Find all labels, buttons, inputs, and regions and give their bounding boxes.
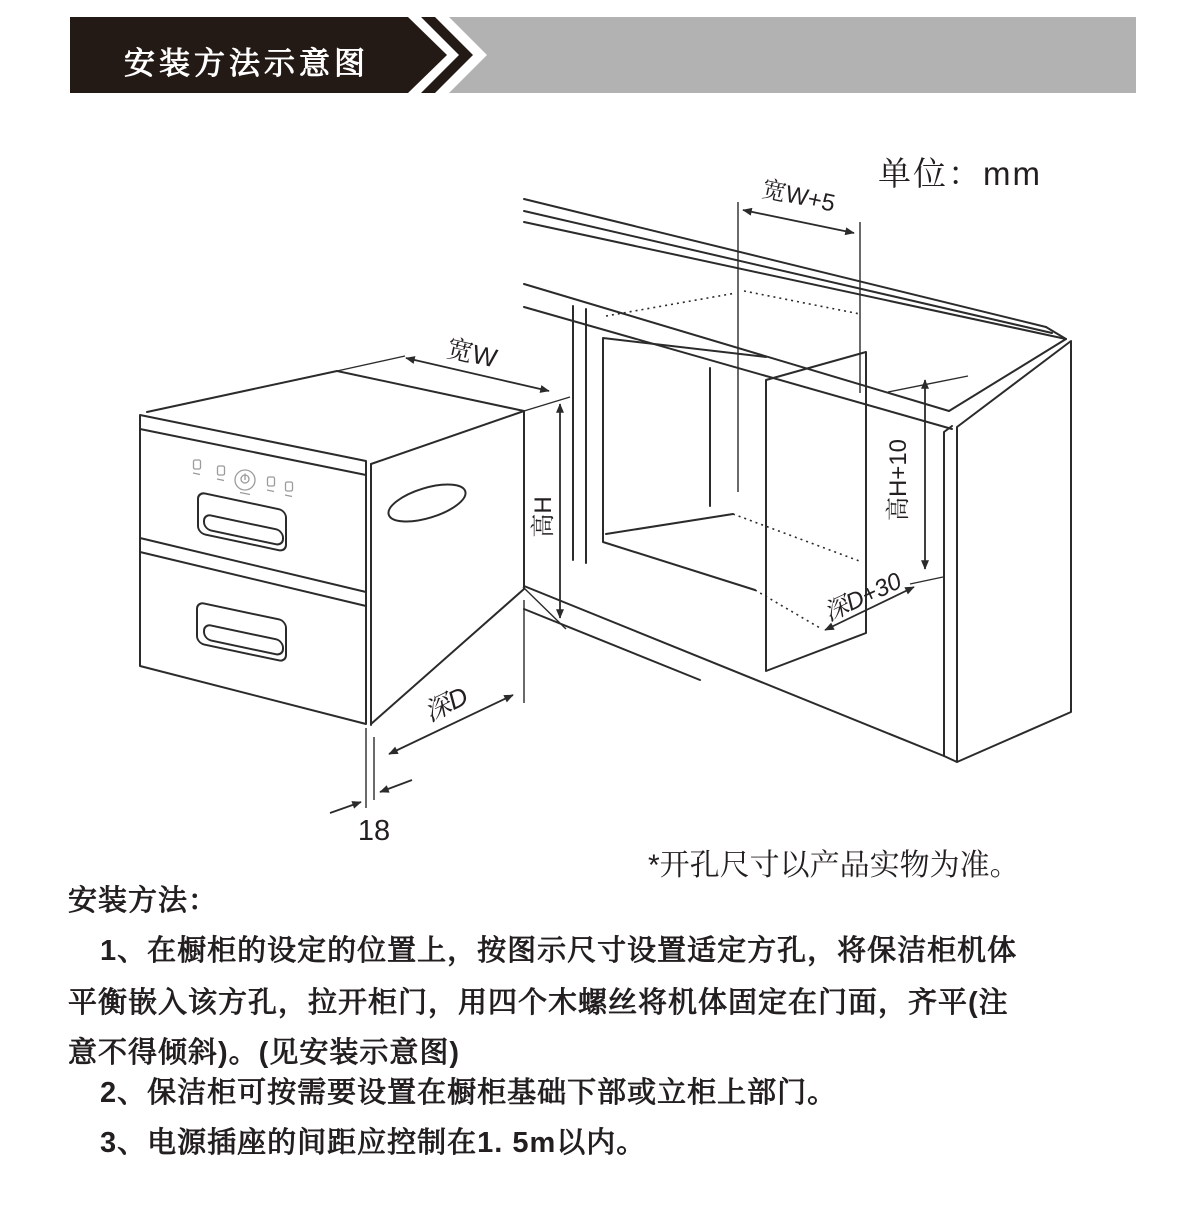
instruction-step3: 3、电源插座的间距应控制在1. 5m以内。: [100, 1127, 647, 1159]
cabinet-front-face: [140, 415, 366, 724]
control-panel-icons: [193, 460, 293, 497]
cabinet-side-top-edge: [371, 411, 524, 464]
unit-label: 单位：mm: [878, 155, 1042, 192]
page-title: 安装方法示意图: [124, 46, 369, 81]
lower-drawer-handle-slot: [204, 624, 283, 656]
countertop-front-top-edge: [524, 284, 949, 411]
instruction-step1-line3: 意不得倾斜)。(见安装示意图): [68, 1037, 460, 1069]
appliance-cabinet-drawing: [140, 371, 524, 725]
label-panel-overhang: 18: [357, 815, 391, 847]
drawer-divider-lines: [140, 538, 366, 606]
instruction-step1-line2: 平衡嵌入该方孔，拉开柜门，用四个木螺丝将机体固定在门面，齐平(注: [68, 987, 1009, 1019]
cutout-floor-back-dash: [733, 514, 862, 562]
label-cutout-width: 宽W+5: [759, 175, 838, 218]
power-button-icon: [235, 470, 255, 495]
counter-bottom-inner-line: [524, 609, 700, 680]
counter-left-stile: [573, 306, 586, 563]
counter-front-right-stile: [944, 426, 957, 762]
steam-icon: [193, 460, 201, 475]
ext-cutout-height-top: [888, 376, 968, 392]
ext-18-pair: [366, 728, 374, 808]
dim-arrow-18-left: [330, 802, 361, 813]
label-cabinet-width: 宽W: [444, 332, 500, 374]
cutout-floor-front-dash: [755, 590, 820, 628]
dimension-arrows: [330, 210, 925, 813]
disinfect-icon: [217, 466, 225, 481]
instruction-step2: 2、保洁柜可按需要设置在橱柜基础下部或立柜上部门。: [100, 1077, 838, 1109]
cabinet-top-and-side: [147, 371, 524, 724]
counter-right-side-panel: [957, 341, 1071, 762]
counter-bottom-front-edge: [524, 586, 944, 756]
dim-arrow-cutout-width: [743, 210, 854, 233]
upper-drawer-handle-slot: [204, 514, 283, 546]
cutout-size-footnote: *开孔尺寸以产品实物为准。: [648, 849, 1020, 882]
side-handle-cutout: [384, 477, 469, 529]
dimension-labels: [358, 176, 912, 847]
backsplash-front-line: [524, 211, 1052, 333]
label-cabinet-height: 高H: [530, 496, 557, 538]
ext-width-right: [524, 397, 570, 411]
countertop-right-edge: [949, 339, 1066, 411]
cutout-floor-edge: [606, 514, 733, 534]
cabinet-front-frame-line: [140, 429, 366, 475]
counter-cutout-drawing: [524, 199, 1071, 762]
instruction-step1-line1: 1、在橱柜的设定的位置上，按图示尺寸设置适定方孔，将保洁柜机体: [100, 935, 1018, 967]
label-cutout-height: 高H+10: [885, 438, 912, 522]
dry-icon: [267, 477, 275, 492]
banner-gray-bar: [449, 17, 1136, 93]
cutout-back-top-right-dash: [744, 291, 860, 314]
cutout-back-top-left-dash: [606, 293, 736, 316]
label-cutout-depth: 深D+30: [819, 567, 906, 627]
instructions-heading: 安装方法：: [68, 885, 219, 917]
ext-width-left: [337, 356, 405, 371]
light-icon: [285, 482, 293, 497]
cutout-opening-frame: [603, 338, 766, 590]
ext-cutout-height-bottom: [910, 577, 943, 584]
label-cabinet-depth: 深D: [419, 680, 473, 728]
dim-arrow-18-right: [380, 780, 412, 792]
countertop-back-edge: [524, 222, 1066, 339]
